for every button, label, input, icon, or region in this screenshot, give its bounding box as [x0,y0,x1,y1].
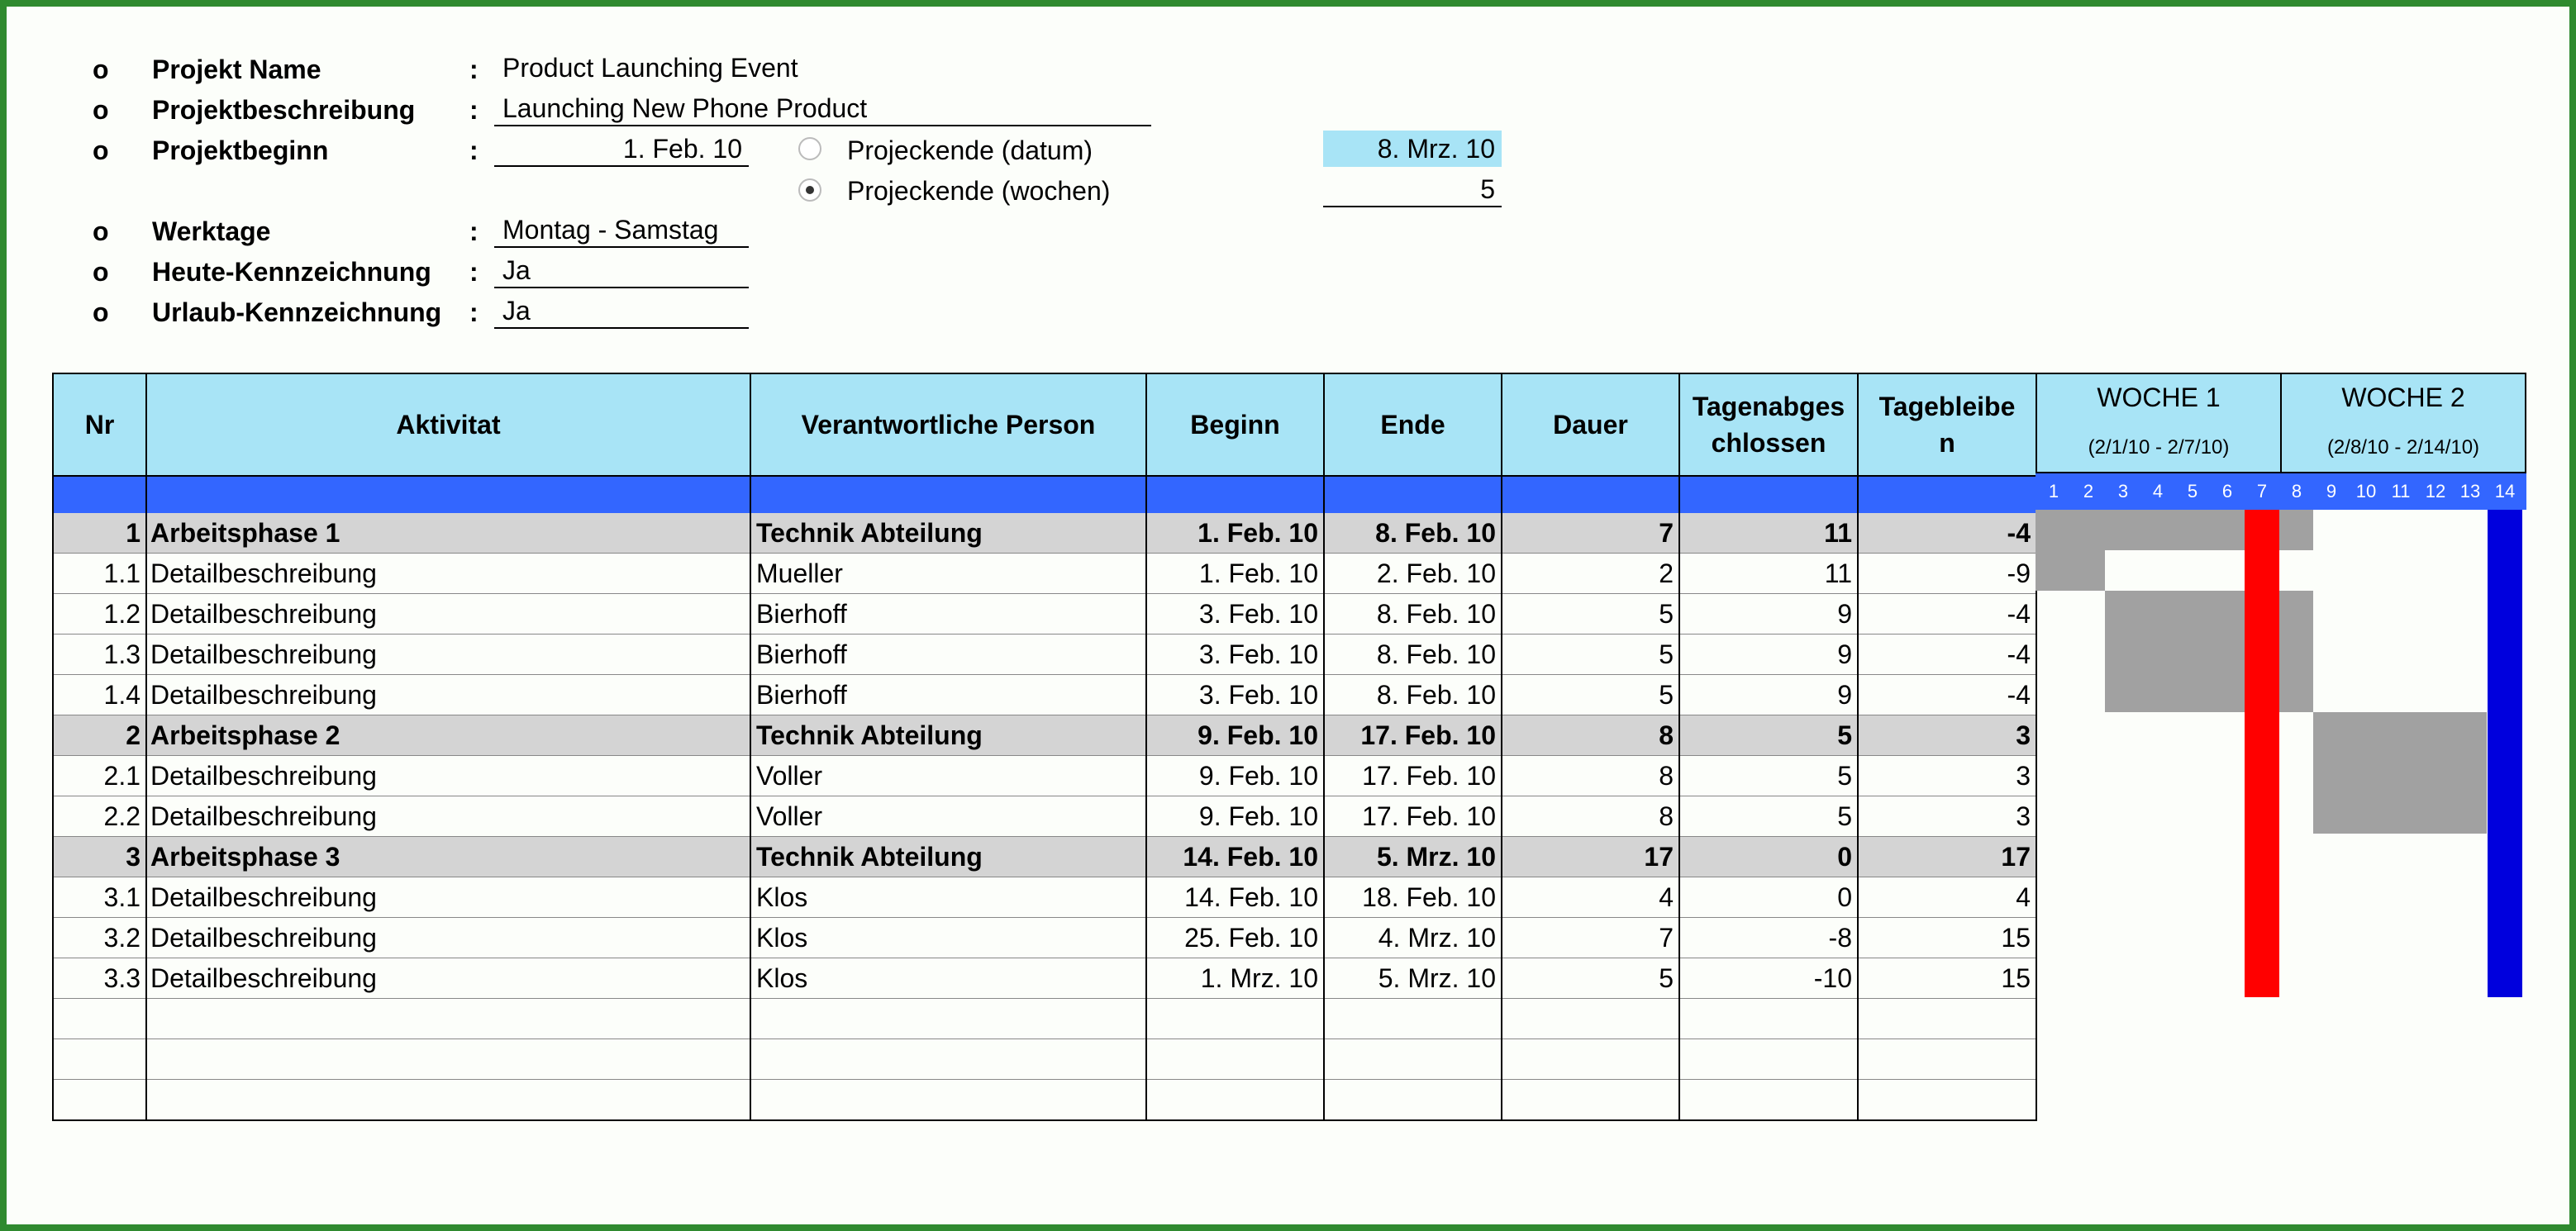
row-activity[interactable]: Detailbeschreibung [146,675,750,715]
row-start[interactable]: 1. Feb. 10 [1146,513,1324,554]
empty-cell[interactable] [1679,999,1858,1039]
row-days-left[interactable]: 3 [1858,796,2036,837]
row-duration[interactable]: 5 [1502,635,1679,675]
empty-row[interactable] [53,1080,2036,1121]
row-days-done[interactable]: 11 [1679,513,1858,554]
header-days-done[interactable] [1679,373,1858,476]
row-days-left[interactable]: 4 [1858,877,2036,918]
empty-cell[interactable] [53,999,146,1039]
row-days-left[interactable]: 15 [1858,958,2036,999]
row-nr[interactable]: 2.1 [53,756,146,796]
vacation-mark-label: Urlaub-Kennzeichnung [152,297,442,327]
row-days-left[interactable]: 3 [1858,756,2036,796]
row-start[interactable]: 25. Feb. 10 [1146,918,1324,958]
table-header-row [53,373,2036,476]
row-start[interactable]: 3. Feb. 10 [1146,675,1324,715]
row-days-done[interactable]: 9 [1679,675,1858,715]
row-nr[interactable]: 3.2 [53,918,146,958]
row-days-left[interactable]: 3 [1858,715,2036,756]
row-days-done[interactable]: 9 [1679,635,1858,675]
row-end[interactable]: 8. Feb. 10 [1324,594,1502,635]
row-duration[interactable]: 7 [1502,918,1679,958]
row-nr[interactable]: 3 [53,837,146,877]
bullet: o [93,257,109,287]
row-duration[interactable]: 4 [1502,877,1679,918]
today-mark-label: Heute-Kennzeichnung [152,257,431,287]
row-person[interactable]: Klos [750,958,1146,999]
colon: : [469,135,479,165]
header-days-left[interactable] [1858,373,2036,476]
row-start[interactable]: 14. Feb. 10 [1146,877,1324,918]
row-nr[interactable]: 1.2 [53,594,146,635]
bullet: o [93,55,109,84]
project-start-label: Projektbeginn [152,135,329,165]
empty-cell[interactable] [750,1080,1146,1121]
row-days-done[interactable]: 11 [1679,554,1858,594]
row-duration[interactable]: 8 [1502,756,1679,796]
empty-cell[interactable] [1324,1039,1502,1080]
day-number: 6 [2221,481,2233,501]
project-description-label: Projektbeschreibung [152,95,416,125]
task-row[interactable] [53,796,2036,837]
task-row[interactable] [53,594,2036,635]
day-number: 13 [2459,481,2481,501]
row-activity[interactable]: Detailbeschreibung [146,877,750,918]
header-days-done-line1: Tagenabges [1692,392,1845,421]
row-activity[interactable]: Arbeitsphase 2 [146,715,750,756]
row-activity[interactable]: Detailbeschreibung [146,958,750,999]
row-days-done[interactable]: -10 [1679,958,1858,999]
week-2-title: WOCHE 2 [2341,383,2465,412]
project-description-field[interactable]: Launching New Phone Product [494,90,1151,126]
task-row[interactable] [53,958,2036,999]
header-person[interactable]: Verantwortliche Person [750,373,1146,476]
gantt-bar [2036,550,2105,591]
colon: : [469,55,479,84]
gantt-chart [2036,373,2526,1009]
row-days-left[interactable]: -4 [1858,594,2036,635]
row-days-left[interactable]: -9 [1858,554,2036,594]
end-date-field[interactable]: 8. Mrz. 10 [1323,131,1502,167]
row-duration[interactable]: 5 [1502,594,1679,635]
row-nr[interactable]: 2.2 [53,796,146,837]
row-person[interactable]: Technik Abteilung [750,715,1146,756]
phase-row[interactable] [53,513,2036,554]
bullet: o [93,297,109,327]
row-nr[interactable]: 1.4 [53,675,146,715]
gantt-bar [2313,712,2487,753]
header-days-left-line2: n [1939,428,1955,458]
table-body [53,476,2036,1120]
header-duration[interactable]: Dauer [1502,373,1679,476]
row-days-done[interactable]: -8 [1679,918,1858,958]
header-nr[interactable]: Nr [53,373,146,476]
row-person[interactable]: Technik Abteilung [750,513,1146,554]
row-end[interactable]: 17. Feb. 10 [1324,796,1502,837]
task-row[interactable] [53,918,2036,958]
row-end[interactable]: 2. Feb. 10 [1324,554,1502,594]
row-person[interactable]: Mueller [750,554,1146,594]
row-days-left[interactable]: -4 [1858,513,2036,554]
row-end[interactable]: 8. Feb. 10 [1324,635,1502,675]
empty-cell[interactable] [1502,1039,1679,1080]
row-person[interactable]: Voller [750,796,1146,837]
row-activity[interactable]: Detailbeschreibung [146,594,750,635]
day-number: 4 [2152,481,2164,501]
header-end[interactable]: Ende [1324,373,1502,476]
empty-cell[interactable] [1146,999,1324,1039]
colon: : [469,95,479,125]
project-name-field[interactable]: Product Launching Event [502,53,798,83]
header-days-left-line1: Tagebleibe [1878,392,2016,421]
empty-cell[interactable] [1679,1080,1858,1121]
end-by-date-label: Projeckende (datum) [847,135,1093,165]
row-nr[interactable]: 1 [53,513,146,554]
empty-row[interactable] [53,999,2036,1039]
row-nr[interactable]: 3.3 [53,958,146,999]
row-days-done[interactable]: 0 [1679,837,1858,877]
header-days-done-line2: chlossen [1711,428,1826,458]
day-number: 12 [2425,481,2446,501]
empty-cell[interactable] [1146,1039,1324,1080]
row-activity[interactable]: Arbeitsphase 1 [146,513,750,554]
row-activity[interactable]: Detailbeschreibung [146,635,750,675]
row-start[interactable]: 1. Feb. 10 [1146,554,1324,594]
row-nr[interactable]: 1.1 [53,554,146,594]
empty-cell[interactable] [1324,1080,1502,1121]
empty-cell[interactable] [146,999,750,1039]
row-start[interactable]: 9. Feb. 10 [1146,796,1324,837]
row-days-done[interactable]: 5 [1679,756,1858,796]
vacation-mark-field[interactable]: Ja [494,292,749,329]
row-days-done[interactable]: 9 [1679,594,1858,635]
row-days-left[interactable]: 15 [1858,918,2036,958]
task-row[interactable] [53,756,2036,796]
row-end[interactable]: 17. Feb. 10 [1324,715,1502,756]
task-row[interactable] [53,635,2036,675]
colon: : [469,257,479,287]
bullet: o [93,95,109,125]
row-start[interactable]: 9. Feb. 10 [1146,756,1324,796]
row-days-done[interactable]: 5 [1679,715,1858,756]
row-duration[interactable]: 5 [1502,958,1679,999]
header-activity[interactable]: Aktivitat [146,373,750,476]
week-1-title: WOCHE 1 [2097,383,2221,412]
row-person[interactable]: Klos [750,918,1146,958]
row-start[interactable]: 14. Feb. 10 [1146,837,1324,877]
header-start[interactable]: Beginn [1146,373,1324,476]
row-days-left[interactable]: 17 [1858,837,2036,877]
workdays-label: Werktage [152,216,271,246]
week-2-header [2280,373,2526,473]
row-end[interactable]: 4. Mrz. 10 [1324,918,1502,958]
day-number: 1 [2048,481,2059,501]
empty-cell[interactable] [1858,1080,2036,1121]
phase-row[interactable] [53,715,2036,756]
gantt-bar [2313,793,2487,834]
radio-selected-dot [806,186,814,194]
row-person[interactable]: Klos [750,877,1146,918]
row-nr[interactable]: 1.3 [53,635,146,675]
empty-cell[interactable] [750,1039,1146,1080]
gantt-bar [2105,631,2313,672]
row-activity[interactable]: Detailbeschreibung [146,756,750,796]
row-duration[interactable]: 7 [1502,513,1679,554]
color-band-row [53,476,2036,513]
row-duration[interactable]: 8 [1502,715,1679,756]
empty-cell[interactable] [750,999,1146,1039]
row-duration[interactable]: 17 [1502,837,1679,877]
project-name-label: Projekt Name [152,55,321,84]
day-number: 10 [2355,481,2377,501]
row-days-done[interactable]: 5 [1679,796,1858,837]
row-duration[interactable]: 2 [1502,554,1679,594]
gantt-bar [2105,672,2313,712]
end-by-weeks-radio[interactable] [798,178,821,202]
empty-cell[interactable] [1858,999,2036,1039]
row-start[interactable]: 9. Feb. 10 [1146,715,1324,756]
row-end[interactable]: 17. Feb. 10 [1324,756,1502,796]
empty-row[interactable] [53,1039,2036,1080]
empty-cell[interactable] [146,1039,750,1080]
workdays-field[interactable]: Montag - Samstag [494,212,749,248]
colon: : [469,297,479,327]
empty-cell[interactable] [1502,1080,1679,1121]
row-days-done[interactable]: 0 [1679,877,1858,918]
project-start-field[interactable]: 1. Feb. 10 [494,131,749,167]
row-person[interactable]: Voller [750,756,1146,796]
day-number: 2 [2083,481,2094,501]
phase-row[interactable] [53,837,2036,877]
row-duration[interactable]: 8 [1502,796,1679,837]
empty-cell[interactable] [1502,999,1679,1039]
row-activity[interactable]: Detailbeschreibung [146,554,750,594]
vacation-marker [2488,510,2522,997]
bullet: o [93,216,109,246]
week-1-header [2036,373,2282,473]
empty-cell[interactable] [146,1080,750,1121]
week-1-range: (2/1/10 - 2/7/10) [2088,436,2230,459]
spreadsheet [7,7,2569,1224]
day-number: 9 [2326,481,2337,501]
row-nr[interactable]: 3.1 [53,877,146,918]
day-number: 14 [2494,481,2516,501]
row-days-left[interactable]: -4 [1858,635,2036,675]
empty-cell[interactable] [1324,999,1502,1039]
end-weeks-field[interactable]: 5 [1323,171,1502,207]
row-activity[interactable]: Arbeitsphase 3 [146,837,750,877]
day-number: 8 [2291,481,2302,501]
gantt-bar [2313,753,2487,793]
row-start[interactable]: 3. Feb. 10 [1146,594,1324,635]
colon: : [469,216,479,246]
task-row[interactable] [53,554,2036,594]
end-by-weeks-label: Projeckende (wochen) [847,176,1111,206]
day-number: 11 [2391,481,2411,501]
empty-cell[interactable] [1858,1039,2036,1080]
row-nr[interactable]: 2 [53,715,146,756]
empty-cell[interactable] [53,1039,146,1080]
row-person[interactable]: Technik Abteilung [750,837,1146,877]
day-number: 5 [2187,481,2198,501]
row-days-left[interactable]: -4 [1858,675,2036,715]
task-row[interactable] [53,877,2036,918]
row-end[interactable]: 8. Feb. 10 [1324,675,1502,715]
today-mark-field[interactable]: Ja [494,252,749,288]
row-start[interactable]: 1. Mrz. 10 [1146,958,1324,999]
day-number-row [2036,473,2526,510]
row-end[interactable]: 5. Mrz. 10 [1324,958,1502,999]
gantt-bar [2105,591,2313,631]
row-start[interactable]: 3. Feb. 10 [1146,635,1324,675]
day-number: 7 [2256,481,2268,501]
row-duration[interactable]: 5 [1502,675,1679,715]
row-activity[interactable]: Detailbeschreibung [146,918,750,958]
bullet: o [93,135,109,165]
row-person[interactable]: Bierhoff [750,594,1146,635]
row-person[interactable]: Bierhoff [750,675,1146,715]
week-2-range: (2/8/10 - 2/14/10) [2326,436,2480,459]
row-end[interactable]: 18. Feb. 10 [1324,877,1502,918]
empty-cell[interactable] [1146,1080,1324,1121]
end-by-date-radio[interactable] [798,137,821,160]
row-person[interactable]: Bierhoff [750,635,1146,675]
task-row[interactable] [53,675,2036,715]
empty-cell[interactable] [1679,1039,1858,1080]
row-activity[interactable]: Detailbeschreibung [146,796,750,837]
empty-cell[interactable] [53,1080,146,1121]
day-number: 3 [2117,481,2129,501]
today-marker [2245,510,2279,997]
row-end[interactable]: 5. Mrz. 10 [1324,837,1502,877]
row-end[interactable]: 8. Feb. 10 [1324,513,1502,554]
task-table [52,373,2037,1121]
